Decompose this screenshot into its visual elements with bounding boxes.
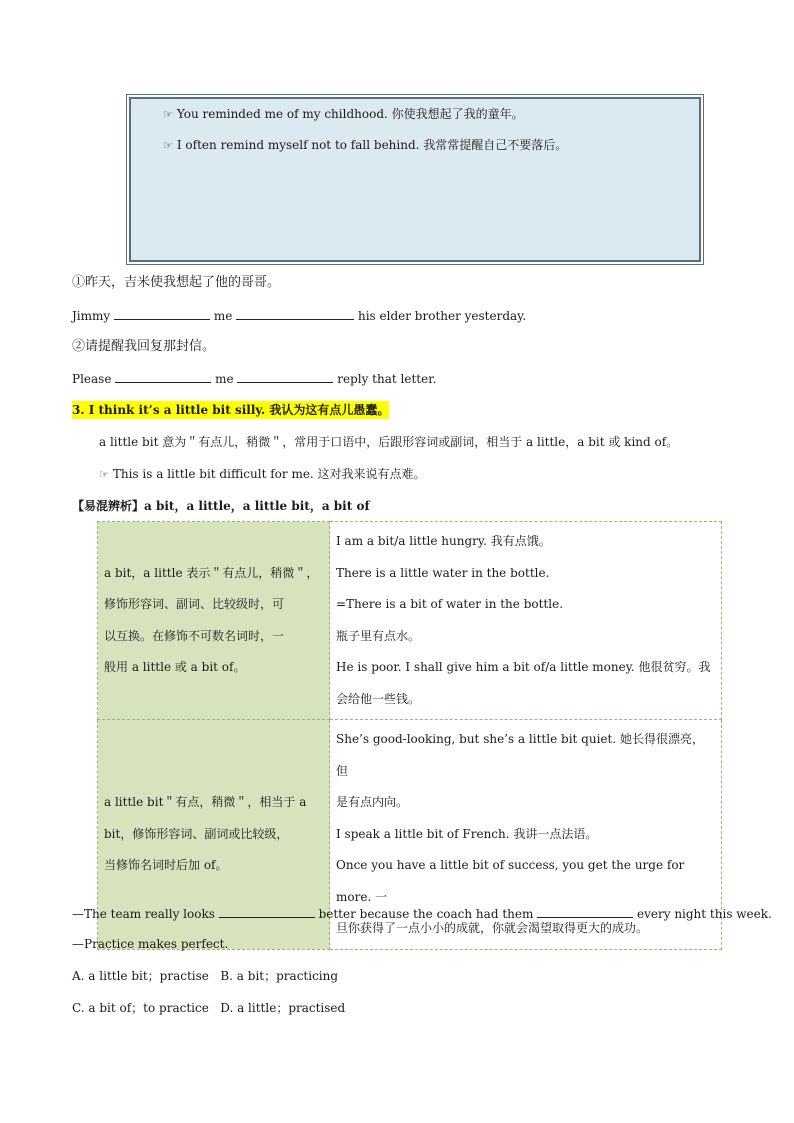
example-text-2: I often remind myself not to fall behind. 我常常提醒自己不要落后。 [176, 138, 568, 152]
option-a[interactable]: A. a little bit；practise [72, 969, 209, 983]
point-3-explanation: a little bit 意为＂有点儿，稍微＂，常用于口语中，后跟形容词或副词，相当于 a little，a bit 或 kind of。 [99, 435, 679, 449]
word: me [215, 372, 234, 386]
answer-blank[interactable] [219, 905, 315, 918]
cell-line: He is poor. I shall give him a bit of/a little money. 他很贫穷。我 [336, 660, 711, 674]
point-3-heading [72, 402, 389, 418]
table-cell-examples [330, 522, 722, 720]
cell-line: 以互换。在修饰不可数名词时，一 [104, 628, 285, 643]
answer-blank[interactable] [237, 370, 333, 383]
exercise-number: ① [72, 275, 86, 290]
hand-pointing-icon: ☞ [163, 139, 173, 152]
cell-line: I speak a little bit of French. 我讲一点法语。 [336, 826, 598, 841]
question-text: every night this week. [637, 907, 772, 921]
question-line-1 [72, 905, 772, 922]
cell-line: a little bit＂有点，稍微＂，相当于 a [104, 795, 307, 809]
question-line-2: —Practice makes perfect. [72, 937, 229, 951]
question-text: better because the coach had them [318, 907, 534, 921]
word: Jimmy [72, 309, 111, 323]
example-line-1 [163, 106, 524, 123]
exercise-cn: 请提醒我回复那封信。 [85, 339, 216, 354]
point-3-heading-text: 3. I think it’s a little bit silly. 我认为这有点儿愚蠢。 [72, 403, 390, 417]
hand-pointing-icon: ☞ [99, 468, 109, 481]
comparison-table [97, 521, 722, 950]
exercise-cn: 昨天，吉米使我想起了他的哥哥。 [85, 275, 281, 290]
exercise-2-prompt [72, 339, 215, 355]
word: Please [72, 372, 112, 386]
answer-blank[interactable] [114, 307, 210, 320]
exercise-number: ② [72, 339, 86, 354]
cell-line: 旦你获得了一点小小的成就，你就会渴望取得更大的成功。 [336, 921, 649, 935]
cell-line: bit，修饰形容词、副词或比较级， [104, 826, 289, 841]
cell-line: Once you have a little bit of success, you get the urge for more. 一 [336, 858, 685, 904]
table-row [98, 522, 722, 720]
cell-line: 般用 a little 或 a bit of。 [104, 660, 246, 674]
word: me [213, 309, 233, 323]
cell-line: =There is a bit of water in the bottle. [336, 597, 564, 611]
example-text-1: You reminded me of my childhood. 你使我想起了我的童年。 [176, 107, 524, 121]
exercise-1-prompt [72, 275, 280, 291]
answer-blank[interactable] [115, 370, 211, 383]
answer-blank[interactable] [537, 905, 633, 918]
word: his elder brother yesterday. [357, 309, 527, 323]
cell-line: 是有点内向。 [336, 795, 409, 809]
cell-line: 当修饰名词时后加 of。 [104, 858, 228, 872]
cell-line: 会给他一些钱。 [336, 691, 421, 706]
confusion-heading: 【易混辨析】a bit，a little，a little bit，a bit of [72, 499, 370, 513]
hand-pointing-icon: ☞ [163, 108, 173, 121]
question-text: —The team really looks [72, 907, 215, 921]
word: reply that letter. [337, 372, 437, 386]
example-line-2 [163, 137, 567, 154]
option-b[interactable]: B. a bit；practicing [220, 969, 339, 983]
exercise-1-sentence [72, 307, 526, 324]
cell-line: She’s good-looking, but she’s a little bit quiet. 她长得很漂亮，但 [336, 732, 704, 778]
options-row-2 [72, 1000, 345, 1016]
option-d[interactable]: D. a little；practised [220, 1001, 346, 1015]
exercise-2-sentence [72, 370, 436, 387]
cell-line: a bit，a little 表示＂有点儿，稍微＂， [104, 565, 319, 580]
point-3-example-text: This is a little bit difficult for me. 这对我来说有点难。 [112, 467, 426, 481]
cell-line: 修饰形容词、副词、比较级时，可 [104, 597, 285, 611]
cell-line: I am a bit/a little hungry. 我有点饿。 [336, 534, 551, 548]
option-c[interactable]: C. a bit of；to practice [72, 1001, 209, 1015]
options-row-1 [72, 968, 338, 984]
cell-line: 瓶子里有点水。 [336, 628, 421, 643]
cell-line: There is a little water in the bottle. [336, 565, 550, 580]
point-3-example [99, 466, 426, 483]
table-cell-rule [98, 522, 330, 720]
answer-blank[interactable] [236, 307, 354, 320]
